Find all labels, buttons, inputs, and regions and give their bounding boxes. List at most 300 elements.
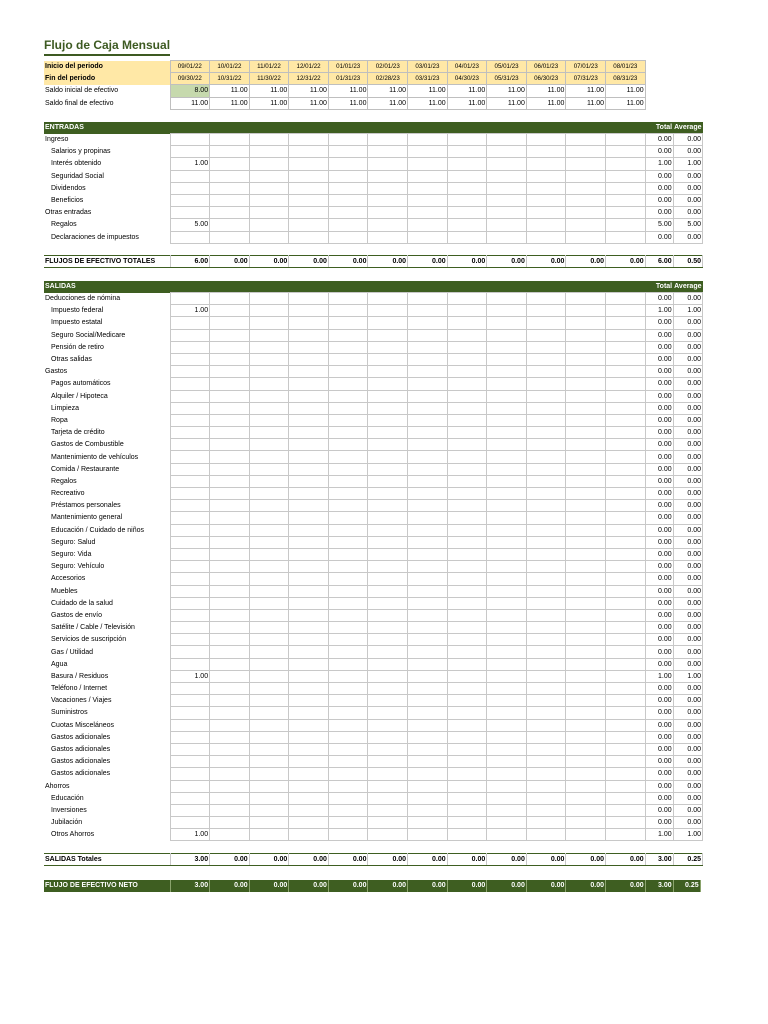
row-total: 0.00: [645, 170, 673, 182]
month-value: [328, 817, 368, 829]
month-value: [487, 804, 527, 816]
month-value: [566, 182, 606, 194]
row-label: Tarjeta de crédito: [44, 427, 170, 439]
month-value: [210, 329, 250, 341]
row-label: Gastos adicionales: [44, 768, 170, 780]
month-value: [487, 219, 527, 231]
month-value: [289, 719, 329, 731]
value-cell: 06/30/23: [526, 73, 566, 85]
month-value: [170, 658, 210, 670]
month-value: [447, 536, 487, 548]
month-value: [526, 536, 566, 548]
month-value: [210, 134, 250, 146]
header-blank: [170, 281, 210, 293]
table-row: [44, 829, 703, 841]
month-value: [606, 524, 646, 536]
month-value: [368, 182, 408, 194]
month-value: [170, 390, 210, 402]
month-value: [526, 622, 566, 634]
value-cell: 12/31/22: [289, 73, 329, 85]
month-value: [487, 622, 527, 634]
month-value: [606, 451, 646, 463]
header-blank: [170, 122, 210, 134]
month-value: [487, 341, 527, 353]
month-value: [526, 768, 566, 780]
table-row: [44, 597, 703, 609]
month-value: [487, 695, 527, 707]
month-value: [210, 378, 250, 390]
month-value: [526, 719, 566, 731]
month-value: [487, 366, 527, 378]
month-value: [210, 719, 250, 731]
month-value: [408, 439, 448, 451]
month-value: [526, 488, 566, 500]
month-value: [447, 695, 487, 707]
month-value: [566, 475, 606, 487]
value-cell: 04/01/23: [447, 61, 487, 73]
closing-balance-row: [44, 97, 645, 109]
month-value: [566, 463, 606, 475]
month-value: [487, 305, 527, 317]
table-row: [44, 719, 703, 731]
month-value: [487, 512, 527, 524]
month-value: [368, 341, 408, 353]
month-value: [210, 512, 250, 524]
month-value: [210, 182, 250, 194]
month-value: [566, 378, 606, 390]
row-total: 0.00: [645, 597, 673, 609]
month-value: [408, 731, 448, 743]
opening-balance-row: [44, 85, 645, 97]
row-label: Servicios de suscripción: [44, 634, 170, 646]
period-end-row: [44, 73, 645, 85]
month-value: [210, 293, 250, 305]
value-cell: 11.00: [210, 85, 250, 97]
month-value: [289, 390, 329, 402]
month-value: [408, 402, 448, 414]
month-value: [328, 719, 368, 731]
month-value: [526, 341, 566, 353]
table-row: [44, 573, 703, 585]
month-value: [526, 158, 566, 170]
month-value: [210, 597, 250, 609]
totals-value: 0.00: [328, 255, 368, 267]
row-label: Seguro: Vehículo: [44, 561, 170, 573]
row-label: Gas / Utilidad: [44, 646, 170, 658]
month-value: [368, 561, 408, 573]
month-value: [408, 683, 448, 695]
row-label: Muebles: [44, 585, 170, 597]
month-value: [170, 780, 210, 792]
month-value: [408, 804, 448, 816]
value-cell: 11.00: [289, 97, 329, 109]
month-value: [289, 683, 329, 695]
net-cashflow-row: [44, 880, 700, 892]
month-value: [487, 768, 527, 780]
totals-value: 0.00: [328, 880, 368, 892]
section-header: SALIDAS: [44, 281, 170, 293]
month-value: [526, 780, 566, 792]
month-value: [368, 756, 408, 768]
month-value: [408, 158, 448, 170]
row-average: 1.00: [673, 158, 702, 170]
month-value: [526, 707, 566, 719]
month-value: [566, 634, 606, 646]
row-average: 0.00: [673, 768, 702, 780]
month-value: [408, 646, 448, 658]
month-value: [447, 207, 487, 219]
row-label: Otras entradas: [44, 207, 170, 219]
salidas-totals-row: [44, 853, 703, 865]
totals-value: 0.00: [526, 880, 566, 892]
table-row: [44, 780, 703, 792]
month-value: [170, 512, 210, 524]
spacer: [44, 243, 703, 255]
month-value: [606, 488, 646, 500]
row-label: Gastos de envío: [44, 609, 170, 621]
header-blank: [487, 122, 527, 134]
month-value: [606, 170, 646, 182]
month-value: [566, 427, 606, 439]
month-value: [606, 293, 646, 305]
totals-value: 0.00: [606, 880, 646, 892]
month-value: [408, 780, 448, 792]
row-total: 0.00: [645, 231, 673, 243]
value-cell: 08/01/23: [606, 61, 646, 73]
row-total: 0.00: [645, 427, 673, 439]
totals-value: 0.00: [526, 255, 566, 267]
table-row: [44, 695, 703, 707]
totals-value: 0.00: [447, 255, 487, 267]
month-value: [289, 341, 329, 353]
month-value: [249, 622, 289, 634]
month-value: [447, 780, 487, 792]
month-value: [566, 597, 606, 609]
row-average: 0.00: [673, 585, 702, 597]
month-value: [566, 439, 606, 451]
month-value: [328, 293, 368, 305]
row-label: Gastos adicionales: [44, 756, 170, 768]
month-value: [328, 146, 368, 158]
month-value: [249, 305, 289, 317]
header-blank: [487, 281, 527, 293]
month-value: [249, 756, 289, 768]
month-value: [408, 548, 448, 560]
month-value: [249, 317, 289, 329]
month-value: [566, 341, 606, 353]
month-value: [606, 329, 646, 341]
month-value: [447, 451, 487, 463]
month-value: [368, 219, 408, 231]
month-value: [328, 683, 368, 695]
row-label: Cuidado de la salud: [44, 597, 170, 609]
value-cell: 03/01/23: [408, 61, 448, 73]
month-value: [210, 341, 250, 353]
totals-average: 0.25: [673, 853, 702, 865]
row-label: Alquiler / Hipoteca: [44, 390, 170, 402]
entradas-table: [44, 122, 703, 268]
month-value: [526, 329, 566, 341]
value-cell: 11.00: [408, 97, 448, 109]
header-blank: [606, 281, 646, 293]
month-value: [526, 829, 566, 841]
month-value: [170, 561, 210, 573]
month-value: [210, 585, 250, 597]
month-value: [249, 707, 289, 719]
totals-value: 0.00: [249, 255, 289, 267]
table-row: [44, 293, 703, 305]
month-value: [170, 353, 210, 365]
month-value: [368, 317, 408, 329]
month-value: [289, 488, 329, 500]
row-average: 0.00: [673, 536, 702, 548]
month-value: [408, 573, 448, 585]
row-total: 0.00: [645, 439, 673, 451]
month-value: [249, 670, 289, 682]
month-value: [606, 756, 646, 768]
month-value: [487, 743, 527, 755]
month-value: [447, 622, 487, 634]
month-value: [328, 512, 368, 524]
table-row: [44, 658, 703, 670]
month-value: [566, 622, 606, 634]
month-value: [170, 719, 210, 731]
table-row: [44, 366, 703, 378]
month-value: [289, 451, 329, 463]
month-value: [210, 390, 250, 402]
month-value: [210, 561, 250, 573]
month-value: [526, 500, 566, 512]
table-row: [44, 646, 703, 658]
value-cell: 11.00: [368, 97, 408, 109]
month-value: 5.00: [170, 219, 210, 231]
month-value: [170, 585, 210, 597]
value-cell: 04/30/23: [447, 73, 487, 85]
month-value: [566, 293, 606, 305]
month-value: [447, 353, 487, 365]
month-value: [249, 500, 289, 512]
month-value: [447, 561, 487, 573]
month-value: [328, 317, 368, 329]
month-value: [328, 207, 368, 219]
row-total: 0.00: [645, 634, 673, 646]
month-value: [487, 658, 527, 670]
row-label: Saldo final de efectivo: [45, 99, 114, 107]
month-value: [606, 439, 646, 451]
month-value: [170, 634, 210, 646]
month-value: [170, 463, 210, 475]
month-value: [368, 207, 408, 219]
row-total: 0.00: [645, 329, 673, 341]
totals-total: 3.00: [645, 880, 673, 892]
month-value: [526, 293, 566, 305]
table-row: [44, 561, 703, 573]
month-value: [566, 707, 606, 719]
month-value: [408, 329, 448, 341]
row-total: 5.00: [645, 219, 673, 231]
row-total: 1.00: [645, 158, 673, 170]
month-value: [289, 219, 329, 231]
spacer: [44, 841, 703, 853]
title-underline: [44, 54, 170, 56]
header-blank: [408, 281, 448, 293]
totals-label: SALIDAS Totales: [44, 853, 170, 865]
spacer-row: [44, 243, 703, 255]
month-value: [210, 804, 250, 816]
month-value: [606, 585, 646, 597]
row-label: Vacaciones / Viajes: [44, 695, 170, 707]
table-row: [44, 731, 703, 743]
value-cell: 11.00: [249, 85, 289, 97]
row-total: 0.00: [645, 390, 673, 402]
value-cell: 11.00: [368, 85, 408, 97]
month-value: [408, 194, 448, 206]
entradas-totals-row: [44, 255, 703, 267]
month-value: [606, 194, 646, 206]
month-value: [526, 134, 566, 146]
row-average: 0.00: [673, 780, 702, 792]
month-value: [447, 146, 487, 158]
month-value: [289, 573, 329, 585]
row-average: 0.00: [673, 804, 702, 816]
month-value: [249, 792, 289, 804]
row-total: 1.00: [645, 829, 673, 841]
month-value: [526, 317, 566, 329]
month-value: [249, 207, 289, 219]
totals-average: 0.50: [673, 255, 702, 267]
month-value: [328, 829, 368, 841]
row-average: 0.00: [673, 475, 702, 487]
month-value: [606, 366, 646, 378]
row-average: 0.00: [673, 402, 702, 414]
month-value: [408, 707, 448, 719]
totals-value: 0.00: [408, 880, 448, 892]
month-value: [368, 500, 408, 512]
row-label: Ingreso: [44, 134, 170, 146]
month-value: [566, 829, 606, 841]
month-value: [606, 500, 646, 512]
month-value: [170, 366, 210, 378]
header-blank: [447, 281, 487, 293]
table-row: [44, 451, 703, 463]
month-value: [368, 609, 408, 621]
month-value: [328, 439, 368, 451]
month-value: [249, 170, 289, 182]
value-cell: 11.00: [566, 85, 606, 97]
month-value: [566, 561, 606, 573]
month-value: [210, 524, 250, 536]
month-value: [289, 622, 329, 634]
header-blank: [566, 122, 606, 134]
month-value: [526, 646, 566, 658]
month-value: [447, 524, 487, 536]
table-row: [44, 743, 703, 755]
header-blank: [566, 281, 606, 293]
month-value: [408, 524, 448, 536]
month-value: [289, 634, 329, 646]
table-row: [44, 804, 703, 816]
month-value: [566, 305, 606, 317]
month-value: [368, 536, 408, 548]
month-value: [328, 134, 368, 146]
month-value: [249, 536, 289, 548]
row-total: 0.00: [645, 378, 673, 390]
table-row: [44, 329, 703, 341]
month-value: [487, 439, 527, 451]
month-value: [210, 548, 250, 560]
month-value: [447, 414, 487, 426]
month-value: [447, 194, 487, 206]
month-value: [368, 634, 408, 646]
row-average: 0.00: [673, 695, 702, 707]
header-blank: [447, 122, 487, 134]
totals-value: 3.00: [170, 853, 210, 865]
month-value: [368, 780, 408, 792]
month-value: [289, 170, 329, 182]
month-value: [487, 146, 527, 158]
month-value: [289, 402, 329, 414]
month-value: [606, 817, 646, 829]
month-value: [447, 683, 487, 695]
month-value: [289, 158, 329, 170]
totals-value: 0.00: [368, 880, 408, 892]
month-value: [487, 829, 527, 841]
month-value: [170, 134, 210, 146]
month-value: [526, 451, 566, 463]
row-total: 0.00: [645, 488, 673, 500]
month-value: [368, 695, 408, 707]
totals-value: 0.00: [249, 880, 289, 892]
page-title: Flujo de Caja Mensual: [44, 38, 171, 52]
row-label: Impuesto federal: [44, 305, 170, 317]
month-value: [249, 439, 289, 451]
value-cell: 03/31/23: [408, 73, 448, 85]
totals-value: 0.00: [487, 255, 527, 267]
row-average: 0.00: [673, 439, 702, 451]
net-cashflow-table: [44, 880, 701, 892]
month-value: [210, 439, 250, 451]
month-value: [566, 536, 606, 548]
row-label: Cuotas Misceláneos: [44, 719, 170, 731]
month-value: 1.00: [170, 670, 210, 682]
row-total: 0.00: [645, 561, 673, 573]
month-value: [368, 194, 408, 206]
table-row: [44, 182, 703, 194]
month-value: [368, 792, 408, 804]
value-cell: 10/31/22: [210, 73, 250, 85]
month-value: [606, 536, 646, 548]
month-value: [328, 622, 368, 634]
month-value: [170, 146, 210, 158]
row-average: 0.00: [673, 194, 702, 206]
table-row: [44, 353, 703, 365]
month-value: [328, 194, 368, 206]
value-cell: 08/31/23: [606, 73, 646, 85]
table-row: [44, 524, 703, 536]
month-value: [289, 646, 329, 658]
month-value: [487, 329, 527, 341]
month-value: [328, 158, 368, 170]
value-cell: 11.00: [328, 97, 368, 109]
row-average: 0.00: [673, 427, 702, 439]
table-row: [44, 414, 703, 426]
month-value: [170, 817, 210, 829]
month-value: [408, 451, 448, 463]
month-value: [249, 182, 289, 194]
month-value: [170, 756, 210, 768]
row-total: 0.00: [645, 475, 673, 487]
table-row: [44, 512, 703, 524]
